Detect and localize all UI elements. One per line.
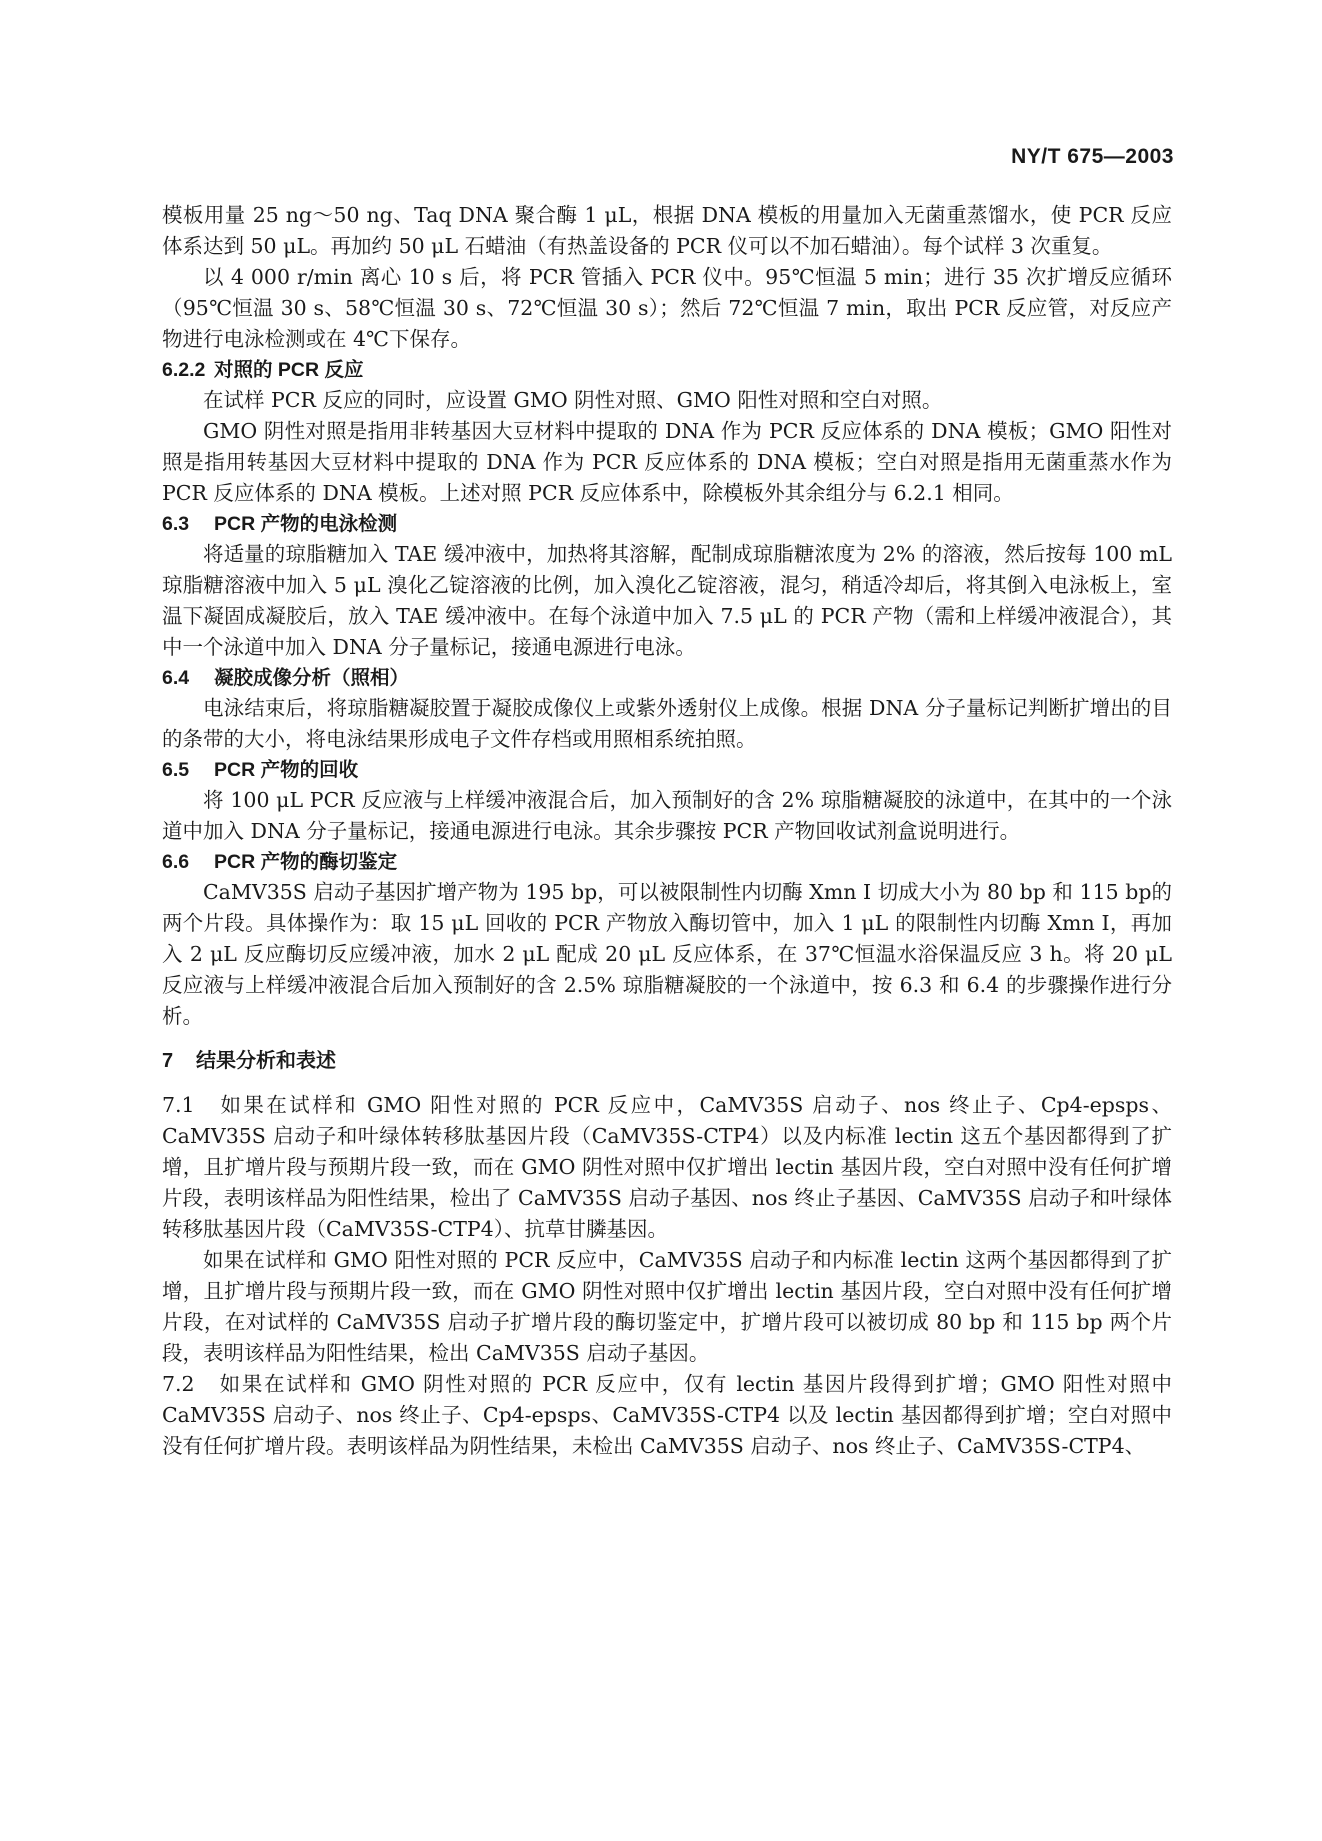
document-body <box>162 200 1172 1462</box>
standard-code: NY/T 675—2003 <box>1011 145 1174 168</box>
section-title: 结果分析和表述 <box>196 1050 336 1072</box>
section-number: 6.5 <box>162 759 190 781</box>
section-number: 6.2.2 <box>162 359 206 381</box>
section-title: PCR 产物的电泳检测 <box>214 513 398 535</box>
clause-text: 如果在试样和 GMO 阴性对照的 PCR 反应中，仅有 lectin 基因片段得到扩增；GMO 阳性对照中 CaMV35S 启动子、nos 终止子、Cp4-epsps、CaMV35S-CTP4 以及 lectin 基因都得到扩增；空白对照中没有任何扩增片段。表明该样品为阴性结果，未检出 CaMV35S 启动子、nos 终止子、CaMV35S-CTP4、 <box>162 1372 1172 1458</box>
section-heading-6-5 <box>162 755 1172 785</box>
section-number: 6.6 <box>162 851 190 873</box>
clause-text: 如果在试样和 GMO 阳性对照的 PCR 反应中，CaMV35S 启动子、nos 终止子、Cp4-epsps、CaMV35S 启动子和叶绿体转移肽基因片段（CaMV35S-CTP4）以及内标准 lectin 这五个基因都得到了扩增，且扩增片段与预期片段一致，而在 GMO 阴性对照中仅扩增出 lectin 基因片段，空白对照中没有任何扩增片段，表明该样品为阳性结果，检出了 CaMV35S 启动子基因、nos 终止子基因、CaMV35S 启动子和叶绿体转移肽基因片段（CaMV35S-CTP4）、抗草甘膦基因。 <box>162 1093 1172 1241</box>
section-title: 凝胶成像分析（照相） <box>214 667 410 689</box>
section-title: PCR 产物的回收 <box>214 759 359 781</box>
section-title: 对照的 PCR 反应 <box>214 359 364 381</box>
section-heading-6-6 <box>162 847 1172 877</box>
paragraph: 将适量的琼脂糖加入 TAE 缓冲液中，加热将其溶解，配制成琼脂糖浓度为 2% 的溶液，然后按每 100 mL 琼脂糖溶液中加入 5 μL 溴化乙锭溶液的比例，加入溴化乙锭溶液，混匀，稍适冷却后，将其倒入电泳板上，室温下凝固成凝胶后，放入 TAE 缓冲液中。在每个泳道中加入 7.5 μL 的 PCR 产物（需和上样缓冲液混合），其中一个泳道中加入 DNA 分子量标记，接通电源进行电泳。 <box>162 542 1172 659</box>
section-heading-7 <box>162 1046 1172 1076</box>
paragraph: 模板用量 25 ng～50 ng、Taq DNA 聚合酶 1 μL，根据 DNA 模板的用量加入无菌重蒸馏水，使 PCR 反应体系达到 50 μL。再加约 50 μL 石蜡油（有热盖设备的 PCR 仪可以不加石蜡油）。每个试样 3 次重复。 <box>162 203 1172 258</box>
section-heading-6-4 <box>162 663 1172 693</box>
clause-7-2 <box>162 1369 1172 1462</box>
paragraph: 电泳结束后，将琼脂糖凝胶置于凝胶成像仪上或紫外透射仪上成像。根据 DNA 分子量标记判断扩增出的目的条带的大小，将电泳结果形成电子文件存档或用照相系统拍照。 <box>162 696 1172 751</box>
paragraph: 将 100 μL PCR 反应液与上样缓冲液混合后，加入预制好的含 2% 琼脂糖凝胶的泳道中，在其中的一个泳道中加入 DNA 分子量标记，接通电源进行电泳。其余步骤按 PCR 产物回收试剂盒说明进行。 <box>162 788 1172 843</box>
section-number: 6.4 <box>162 667 190 689</box>
section-number: 7 <box>162 1050 174 1072</box>
paragraph: 以 4 000 r/min 离心 10 s 后，将 PCR 管插入 PCR 仪中。95℃恒温 5 min；进行 35 次扩增反应循环（95℃恒温 30 s、58℃恒温 30 s、72℃恒温 30 s）；然后 72℃恒温 7 min，取出 PCR 反应管，对反应产物进行电泳检测或在 4℃下保存。 <box>162 265 1172 351</box>
clause-7-1 <box>162 1090 1172 1245</box>
section-heading-6-3 <box>162 509 1172 539</box>
clause-number: 7.2 <box>162 1372 195 1396</box>
clause-number: 7.1 <box>162 1093 195 1117</box>
section-number: 6.3 <box>162 513 190 535</box>
paragraph: GMO 阴性对照是指用非转基因大豆材料中提取的 DNA 作为 PCR 反应体系的 DNA 模板；GMO 阳性对照是指用转基因大豆材料中提取的 DNA 作为 PCR 反应体系的 DNA 模板；空白对照是指用无菌重蒸水作为 PCR 反应体系的 DNA 模板。上述对照 PCR 反应体系中，除模板外其余组分与 6.2.1 相同。 <box>162 419 1172 505</box>
section-heading-6-2-2 <box>162 355 1172 385</box>
paragraph: 在试样 PCR 反应的同时，应设置 GMO 阴性对照、GMO 阳性对照和空白对照。 <box>203 388 943 412</box>
paragraph: 如果在试样和 GMO 阳性对照的 PCR 反应中，CaMV35S 启动子和内标准 lectin 这两个基因都得到了扩增，且扩增片段与预期片段一致，而在 GMO 阴性对照中仅扩增出 lectin 基因片段，空白对照中没有任何扩增片段，在对试样的 CaMV35S 启动子扩增片段的酶切鉴定中，扩增片段可以被切成 80 bp 和 115 bp 两个片段，表明该样品为阳性结果，检出 CaMV35S 启动子基因。 <box>162 1248 1172 1365</box>
section-title: PCR 产物的酶切鉴定 <box>214 851 398 873</box>
paragraph: CaMV35S 启动子基因扩增产物为 195 bp，可以被限制性内切酶 Xmn Ⅰ 切成大小为 80 bp 和 115 bp的两个片段。具体操作为：取 15 μL 回收的 PCR 产物放入酶切管中，加入 1 μL 的限制性内切酶 Xmn Ⅰ，再加入 2 μL 反应酶切反应缓冲液，加水 2 μL 配成 20 μL 反应体系，在 37℃恒温水浴保温反应 3 h。将 20 μL 反应液与上样缓冲液混合后加入预制好的含 2.5% 琼脂糖凝胶的一个泳道中，按 6.3 和 6.4 的步骤操作进行分析。 <box>162 880 1172 1028</box>
